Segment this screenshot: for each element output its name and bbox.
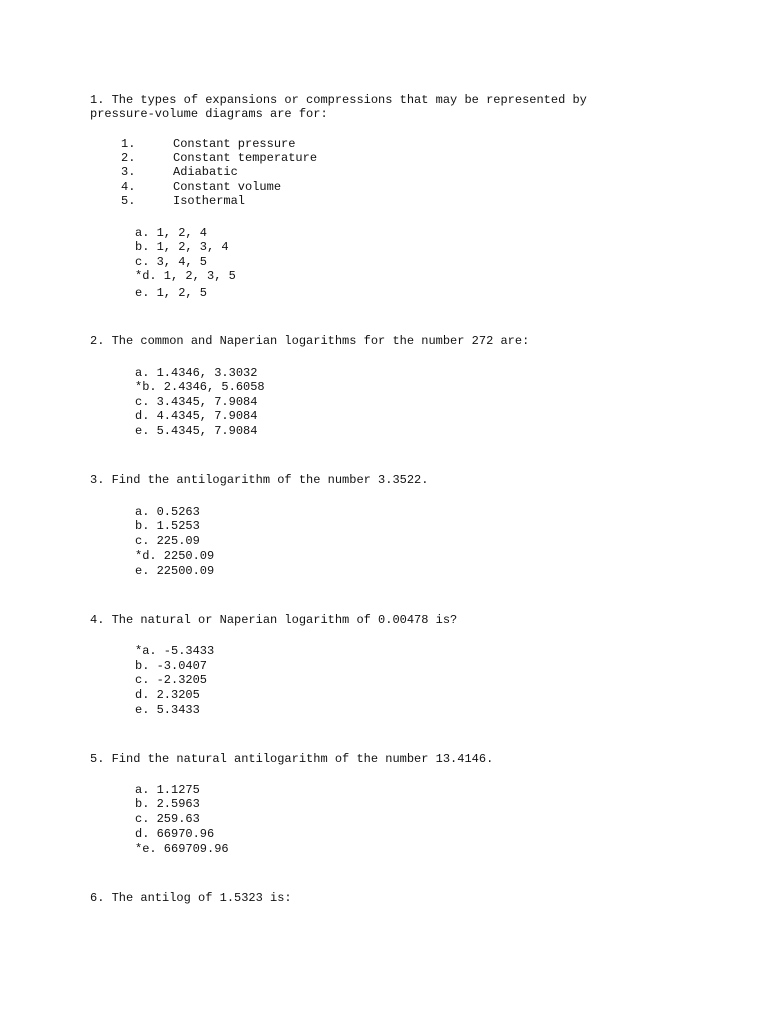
question-4-option-a: *a. -5.3433 [135,644,215,658]
question-4-stem: 4. The natural or Naperian logarithm of 0.00478 is? [90,613,458,627]
question-6-stem: 6. The antilog of 1.5323 is: [90,891,292,905]
question-2-option-b: *b. 2.4346, 5.6058 [135,380,265,394]
question-4-option-c: c. -2.3205 [135,673,208,687]
question-1-item-4-number: 4. [121,180,136,194]
question-2-option-e: e. 5.4345, 7.9084 [135,424,258,438]
question-1-option-d: *d. 1, 2, 3, 5 [135,269,236,283]
question-1-item-3-number: 3. [121,165,136,179]
question-1-option-c: c. 3, 4, 5 [135,255,208,269]
question-5-option-a: a. 1.1275 [135,783,200,797]
question-2-stem: 2. The common and Naperian logarithms for the number 272 are: [90,334,530,348]
question-3-option-e: e. 22500.09 [135,564,215,578]
question-1-item-1-text: Constant pressure [173,137,296,151]
question-2-option-a: a. 1.4346, 3.3032 [135,366,258,380]
question-2-option-c: c. 3.4345, 7.9084 [135,395,258,409]
question-2-option-d: d. 4.4345, 7.9084 [135,409,258,423]
question-1-item-1-number: 1. [121,137,136,151]
question-1-option-b: b. 1, 2, 3, 4 [135,240,229,254]
question-4-option-e: e. 5.3433 [135,703,200,717]
question-3-option-c: c. 225.09 [135,534,200,548]
question-3-option-a: a. 0.5263 [135,505,200,519]
question-5-option-e: *e. 669709.96 [135,842,229,856]
question-1-item-4-text: Constant volume [173,180,282,194]
question-1-stem-line-2: pressure-volume diagrams are for: [90,107,328,121]
question-5-stem: 5. Find the natural antilogarithm of the number 13.4146. [90,752,494,766]
question-3-option-d: *d. 2250.09 [135,549,215,563]
question-3-stem: 3. Find the antilogarithm of the number 3.3522. [90,473,429,487]
question-1-option-e: e. 1, 2, 5 [135,286,208,300]
question-1-item-5-number: 5. [121,194,136,208]
question-1-item-3-text: Adiabatic [173,165,238,179]
question-1-item-5-text: Isothermal [173,194,246,208]
question-5-option-c: c. 259.63 [135,812,200,826]
question-1-item-2-text: Constant temperature [173,151,318,165]
question-4-option-d: d. 2.3205 [135,688,200,702]
question-5-option-b: b. 2.5963 [135,797,200,811]
question-5-option-d: d. 66970.96 [135,827,215,841]
question-1-option-a: a. 1, 2, 4 [135,226,208,240]
question-4-option-b: b. -3.0407 [135,659,208,673]
question-3-option-b: b. 1.5253 [135,519,200,533]
question-1-stem-line-1: 1. The types of expansions or compressions that may be represented by [90,93,587,107]
question-1-item-2-number: 2. [121,151,136,165]
